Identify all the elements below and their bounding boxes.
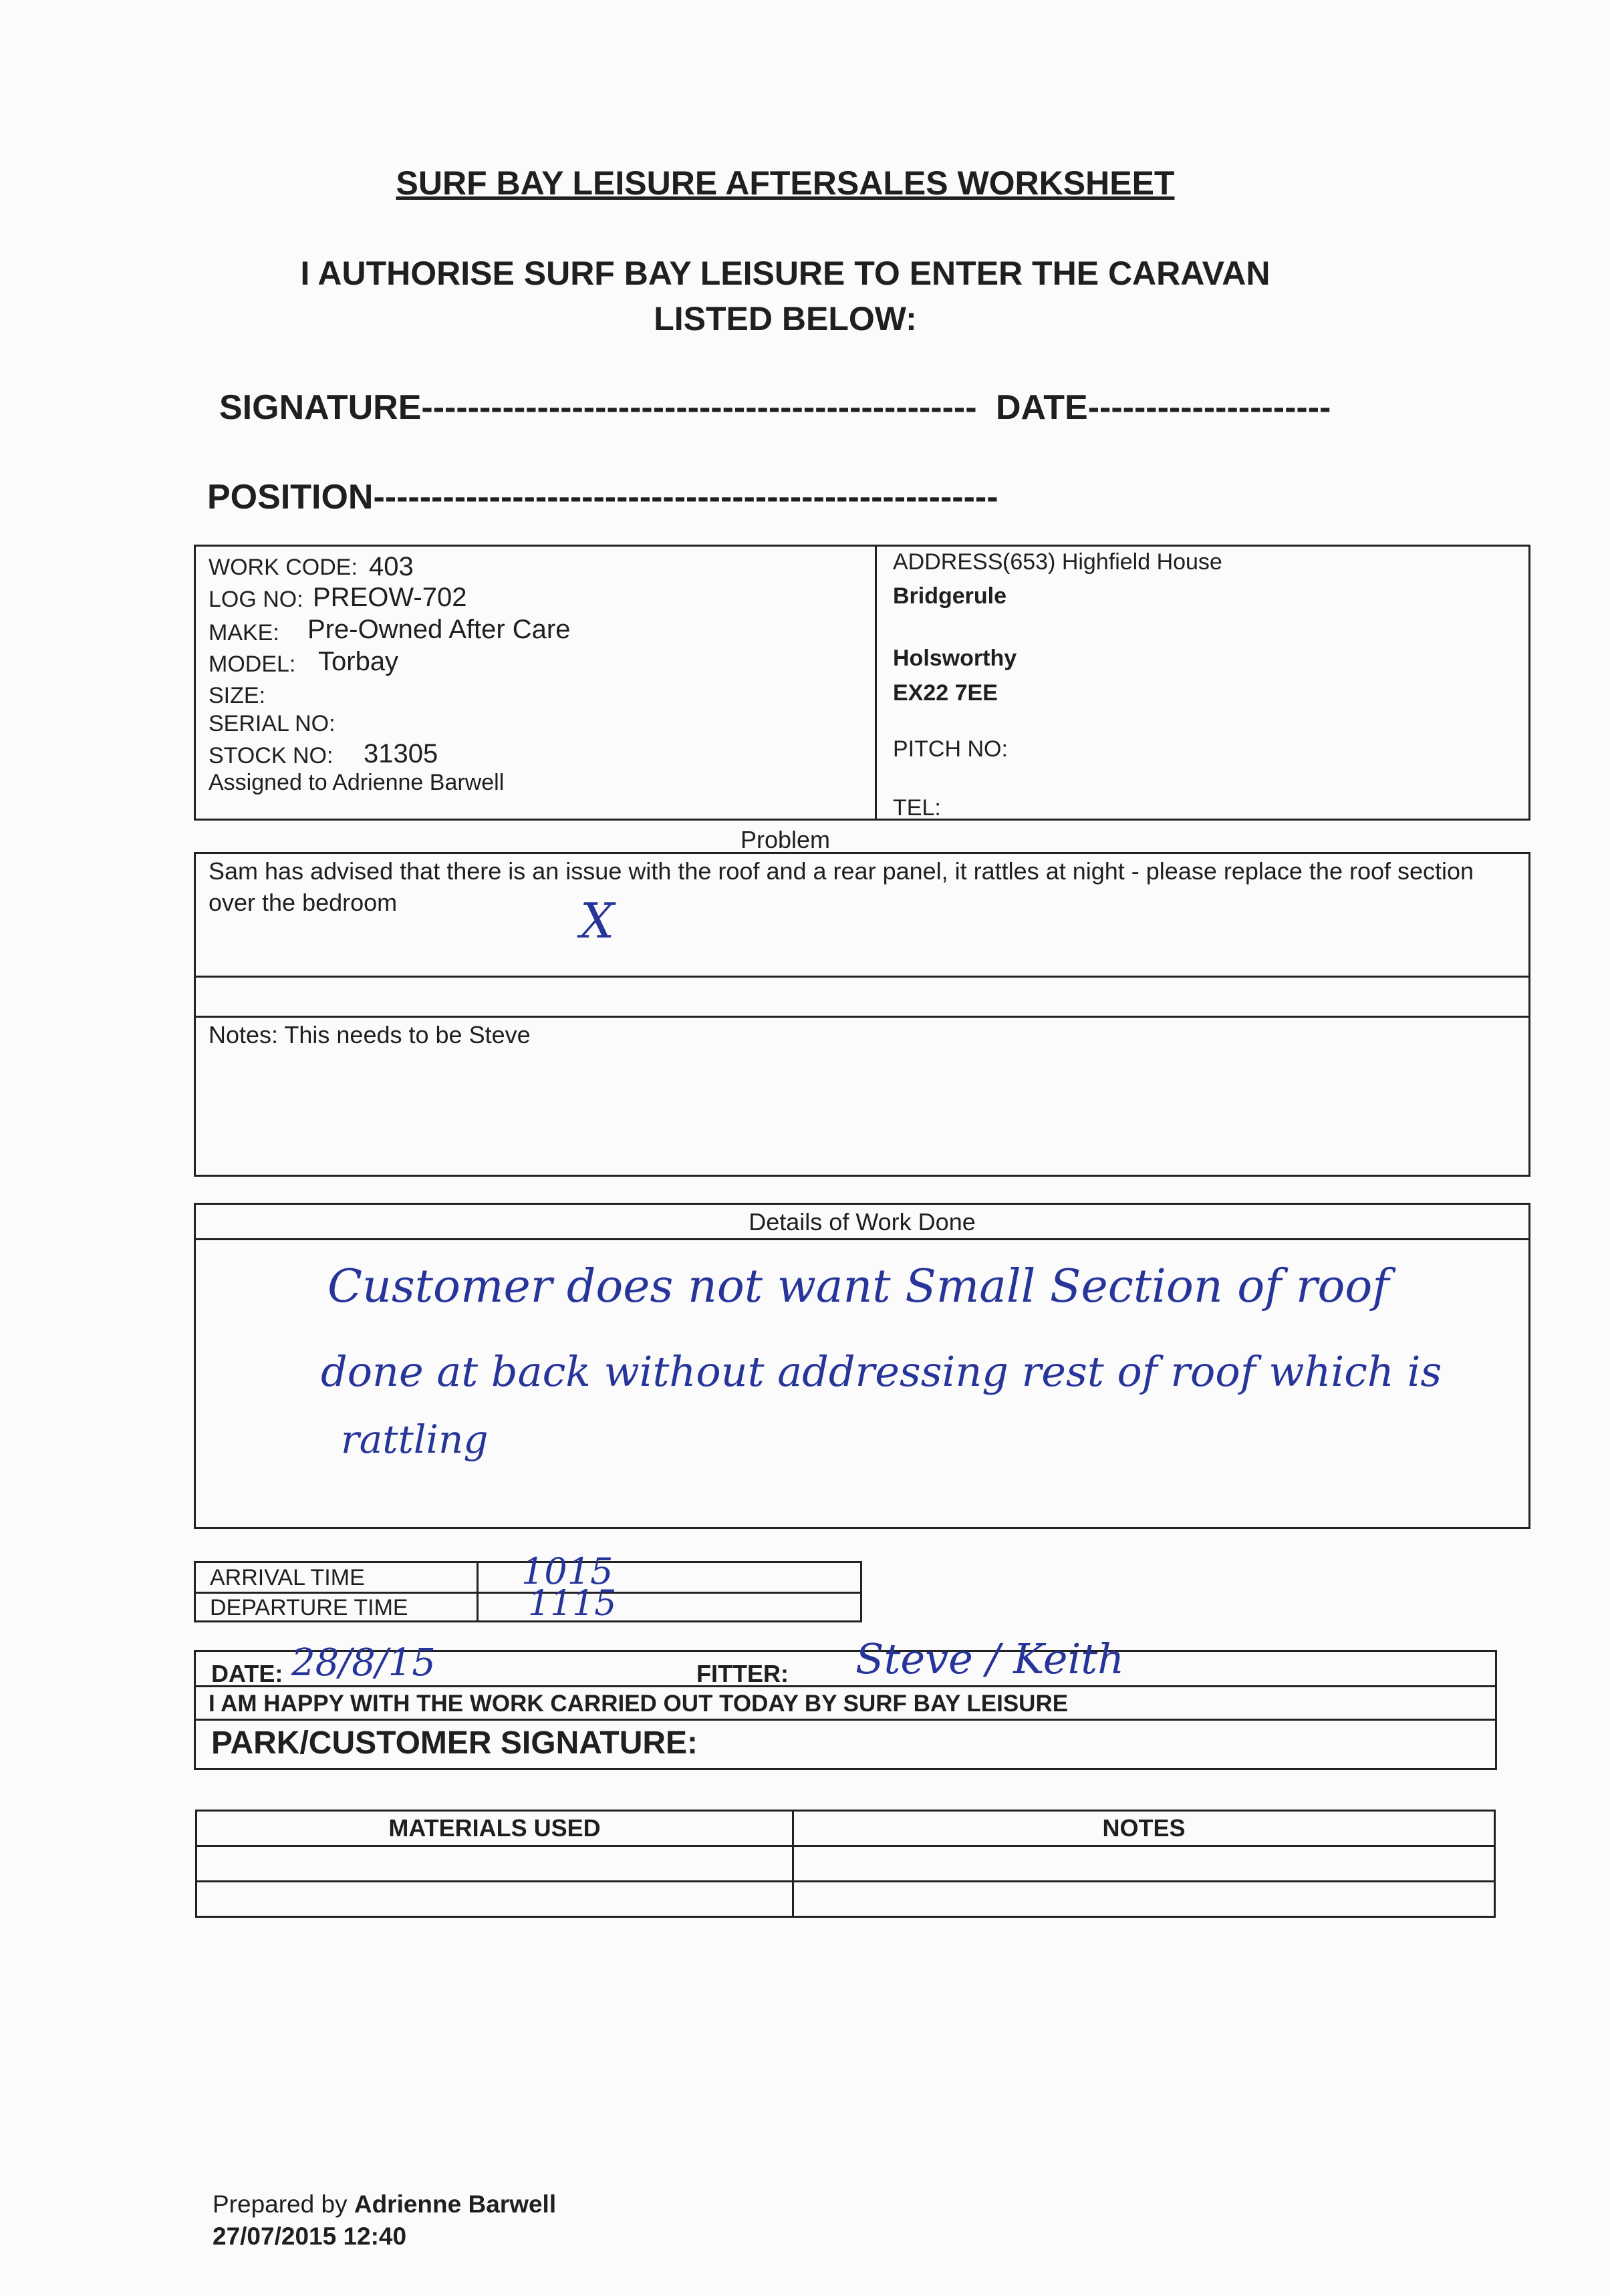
authorise-line-2: LISTED BELOW:	[654, 300, 917, 337]
page-title: SURF BAY LEISURE AFTERSALES WORKSHEET	[396, 164, 1175, 202]
signoff-divider-1	[196, 1685, 1495, 1687]
address-line-1: (653) Highfield House	[1002, 549, 1222, 575]
satisfaction-statement: I AM HAPPY WITH THE WORK CARRIED OUT TODAY BY SURF BAY LEISURE	[209, 1691, 1069, 1717]
work-code-value: 403	[369, 552, 414, 581]
assigned-to: Assigned to Adrienne Barwell	[209, 770, 505, 795]
fitter-label: FITTER:	[696, 1660, 789, 1687]
problem-text: Sam has advised that there is an issue with the roof and a rear panel, it rattles at night - please replace the roof section over the bedroom	[209, 857, 1474, 916]
signoff-date-label: DATE:	[211, 1660, 283, 1687]
materials-table	[195, 1810, 1496, 1918]
position-line: POSITION------------------------------------------------------	[207, 478, 998, 517]
notes-header: NOTES	[793, 1811, 1495, 1846]
address-line-2: Bridgerule	[893, 583, 1007, 609]
serial-label: SERIAL NO:	[209, 711, 336, 736]
customer-signature-label: PARK/CUSTOMER SIGNATURE:	[211, 1725, 698, 1761]
size-label: SIZE:	[209, 683, 266, 708]
work-done-divider	[196, 1238, 1528, 1240]
address-label: ADDRESS:	[893, 549, 1009, 575]
make-label: MAKE:	[209, 620, 279, 645]
departure-time-value: 1115	[528, 1584, 617, 1624]
stock-no-value: 31305	[364, 739, 438, 768]
problem-divider-1	[196, 976, 1528, 978]
prepared-at: 27/07/2015 12:40	[213, 2222, 407, 2250]
problem-divider-2	[196, 1016, 1528, 1018]
notes-text: Notes: This needs to be Steve	[209, 1021, 531, 1048]
address-line-3: Holsworthy	[893, 645, 1017, 671]
signature-line: SIGNATURE------------------------------------------------	[219, 388, 977, 427]
arrival-time-label: ARRIVAL TIME	[210, 1565, 365, 1590]
details-divider	[875, 547, 877, 819]
fitter-value: Steve / Keith	[855, 1634, 1125, 1683]
table-cell	[196, 1846, 793, 1882]
problem-heading: Problem	[740, 826, 831, 853]
work-done-handwriting-line-2: done at back without addressing rest of roof which is	[321, 1347, 1442, 1396]
address-line-4: EX22 7EE	[893, 680, 998, 706]
work-done-handwriting-line-3: rattling	[341, 1417, 489, 1462]
table-row	[196, 1811, 1495, 1846]
work-code-label: WORK CODE:	[209, 555, 358, 580]
departure-time-label: DEPARTURE TIME	[210, 1595, 408, 1620]
signoff-date-value: 28/8/15	[291, 1641, 436, 1685]
date-line: DATE---------------------	[996, 388, 1331, 427]
signoff-divider-2	[196, 1719, 1495, 1721]
pitch-no-label: PITCH NO:	[893, 736, 1008, 762]
prepared-by-label: Prepared by	[213, 2190, 348, 2218]
table-cell	[793, 1846, 1495, 1882]
model-label: MODEL:	[209, 652, 296, 677]
table-cell	[793, 1882, 1495, 1917]
make-value: Pre-Owned After Care	[307, 615, 571, 644]
authorise-line-1: I AUTHORISE SURF BAY LEISURE TO ENTER THE CARAVAN	[300, 255, 1270, 292]
arrival-time-value: 1015	[521, 1550, 614, 1592]
table-row	[196, 1846, 1495, 1882]
work-done-heading: Details of Work Done	[749, 1208, 976, 1236]
tel-label: TEL:	[893, 795, 941, 821]
stock-no-label: STOCK NO:	[209, 743, 333, 768]
table-row	[196, 1882, 1495, 1917]
prepared-by-name: Adrienne Barwell	[354, 2190, 557, 2218]
table-cell	[196, 1882, 793, 1917]
work-done-handwriting-line-1: Customer does not want Small Section of roof	[327, 1260, 1389, 1313]
log-no-label: LOG NO:	[209, 587, 303, 612]
materials-used-header: MATERIALS USED	[196, 1811, 793, 1846]
prepared-by	[213, 2190, 556, 2218]
model-value: Torbay	[318, 647, 399, 676]
handwritten-x-mark: X	[580, 893, 615, 949]
log-no-value: PREOW-702	[313, 583, 467, 612]
